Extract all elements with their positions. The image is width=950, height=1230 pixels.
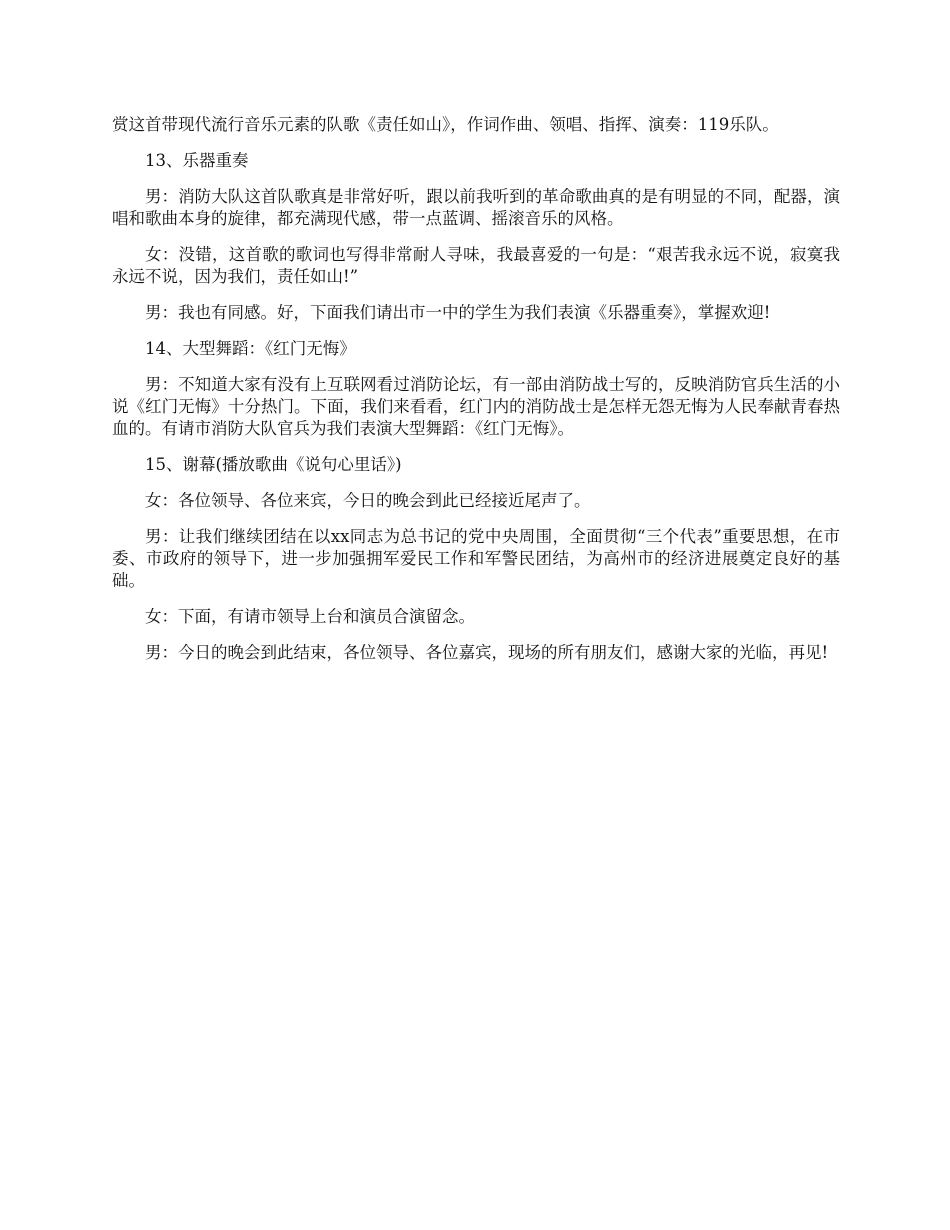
paragraph-female-1: 女：没错，这首歌的歌词也写得非常耐人寻味，我最喜爱的一句是：“艰苦我永远不说，寂寞我永远不说，因为我们，责任如山!” (112, 245, 840, 286)
paragraph-male-5: 男：今日的晚会到此结束，各位领导、各位嘉宾，现场的所有朋友们，感谢大家的光临，再见! (145, 643, 829, 662)
paragraph-female-2: 女：各位领导、各位来宾，今日的晚会到此已经接近尾声了。 (145, 491, 591, 510)
paragraph-male-3: 男：不知道大家有没有上互联网看过消防论坛，有一部由消防战士写的，反映消防官兵生活的小说《红门无悔》十分热门。下面，我们来看看，红门内的消防战士是怎样无怨无悔为人民奉献青春热血的。有请市消防大队官兵为我们表演大型舞蹈：《红门无悔》。 (112, 375, 840, 438)
document-page (112, 114, 840, 678)
paragraph-male-4: 男：让我们继续团结在以xx同志为总书记的党中央周围，全面贯彻“三个代表”重要思想，在市委、市政府的领导下，进一步加强拥军爱民工作和军警民团结，为高州市的经济进展奠定良好的基础。 (112, 527, 840, 590)
section-heading-15: 15、谢幕(播放歌曲《说句心里话》) (145, 455, 402, 474)
section-heading-13: 13、乐器重奏 (145, 151, 249, 170)
section-heading-14: 14、大型舞蹈：《红门无悔》 (145, 339, 356, 358)
paragraph-male-1: 男：消防大队这首队歌真是非常好听，跟以前我听到的革命歌曲真的是有明显的不同，配器，演唱和歌曲本身的旋律，都充满现代感，带一点蓝调、摇滚音乐的风格。 (112, 187, 840, 228)
paragraph-male-2: 男：我也有同感。好，下面我们请出市一中的学生为我们表演《乐器重奏》，掌握欢迎! (145, 303, 771, 322)
paragraph-continuation: 赏这首带现代流行音乐元素的队歌《责任如山》，作词作曲、领唱、指挥、演奏：119乐队。 (112, 115, 779, 134)
paragraph-female-3: 女：下面，有请市领导上台和演员合演留念。 (145, 607, 475, 626)
